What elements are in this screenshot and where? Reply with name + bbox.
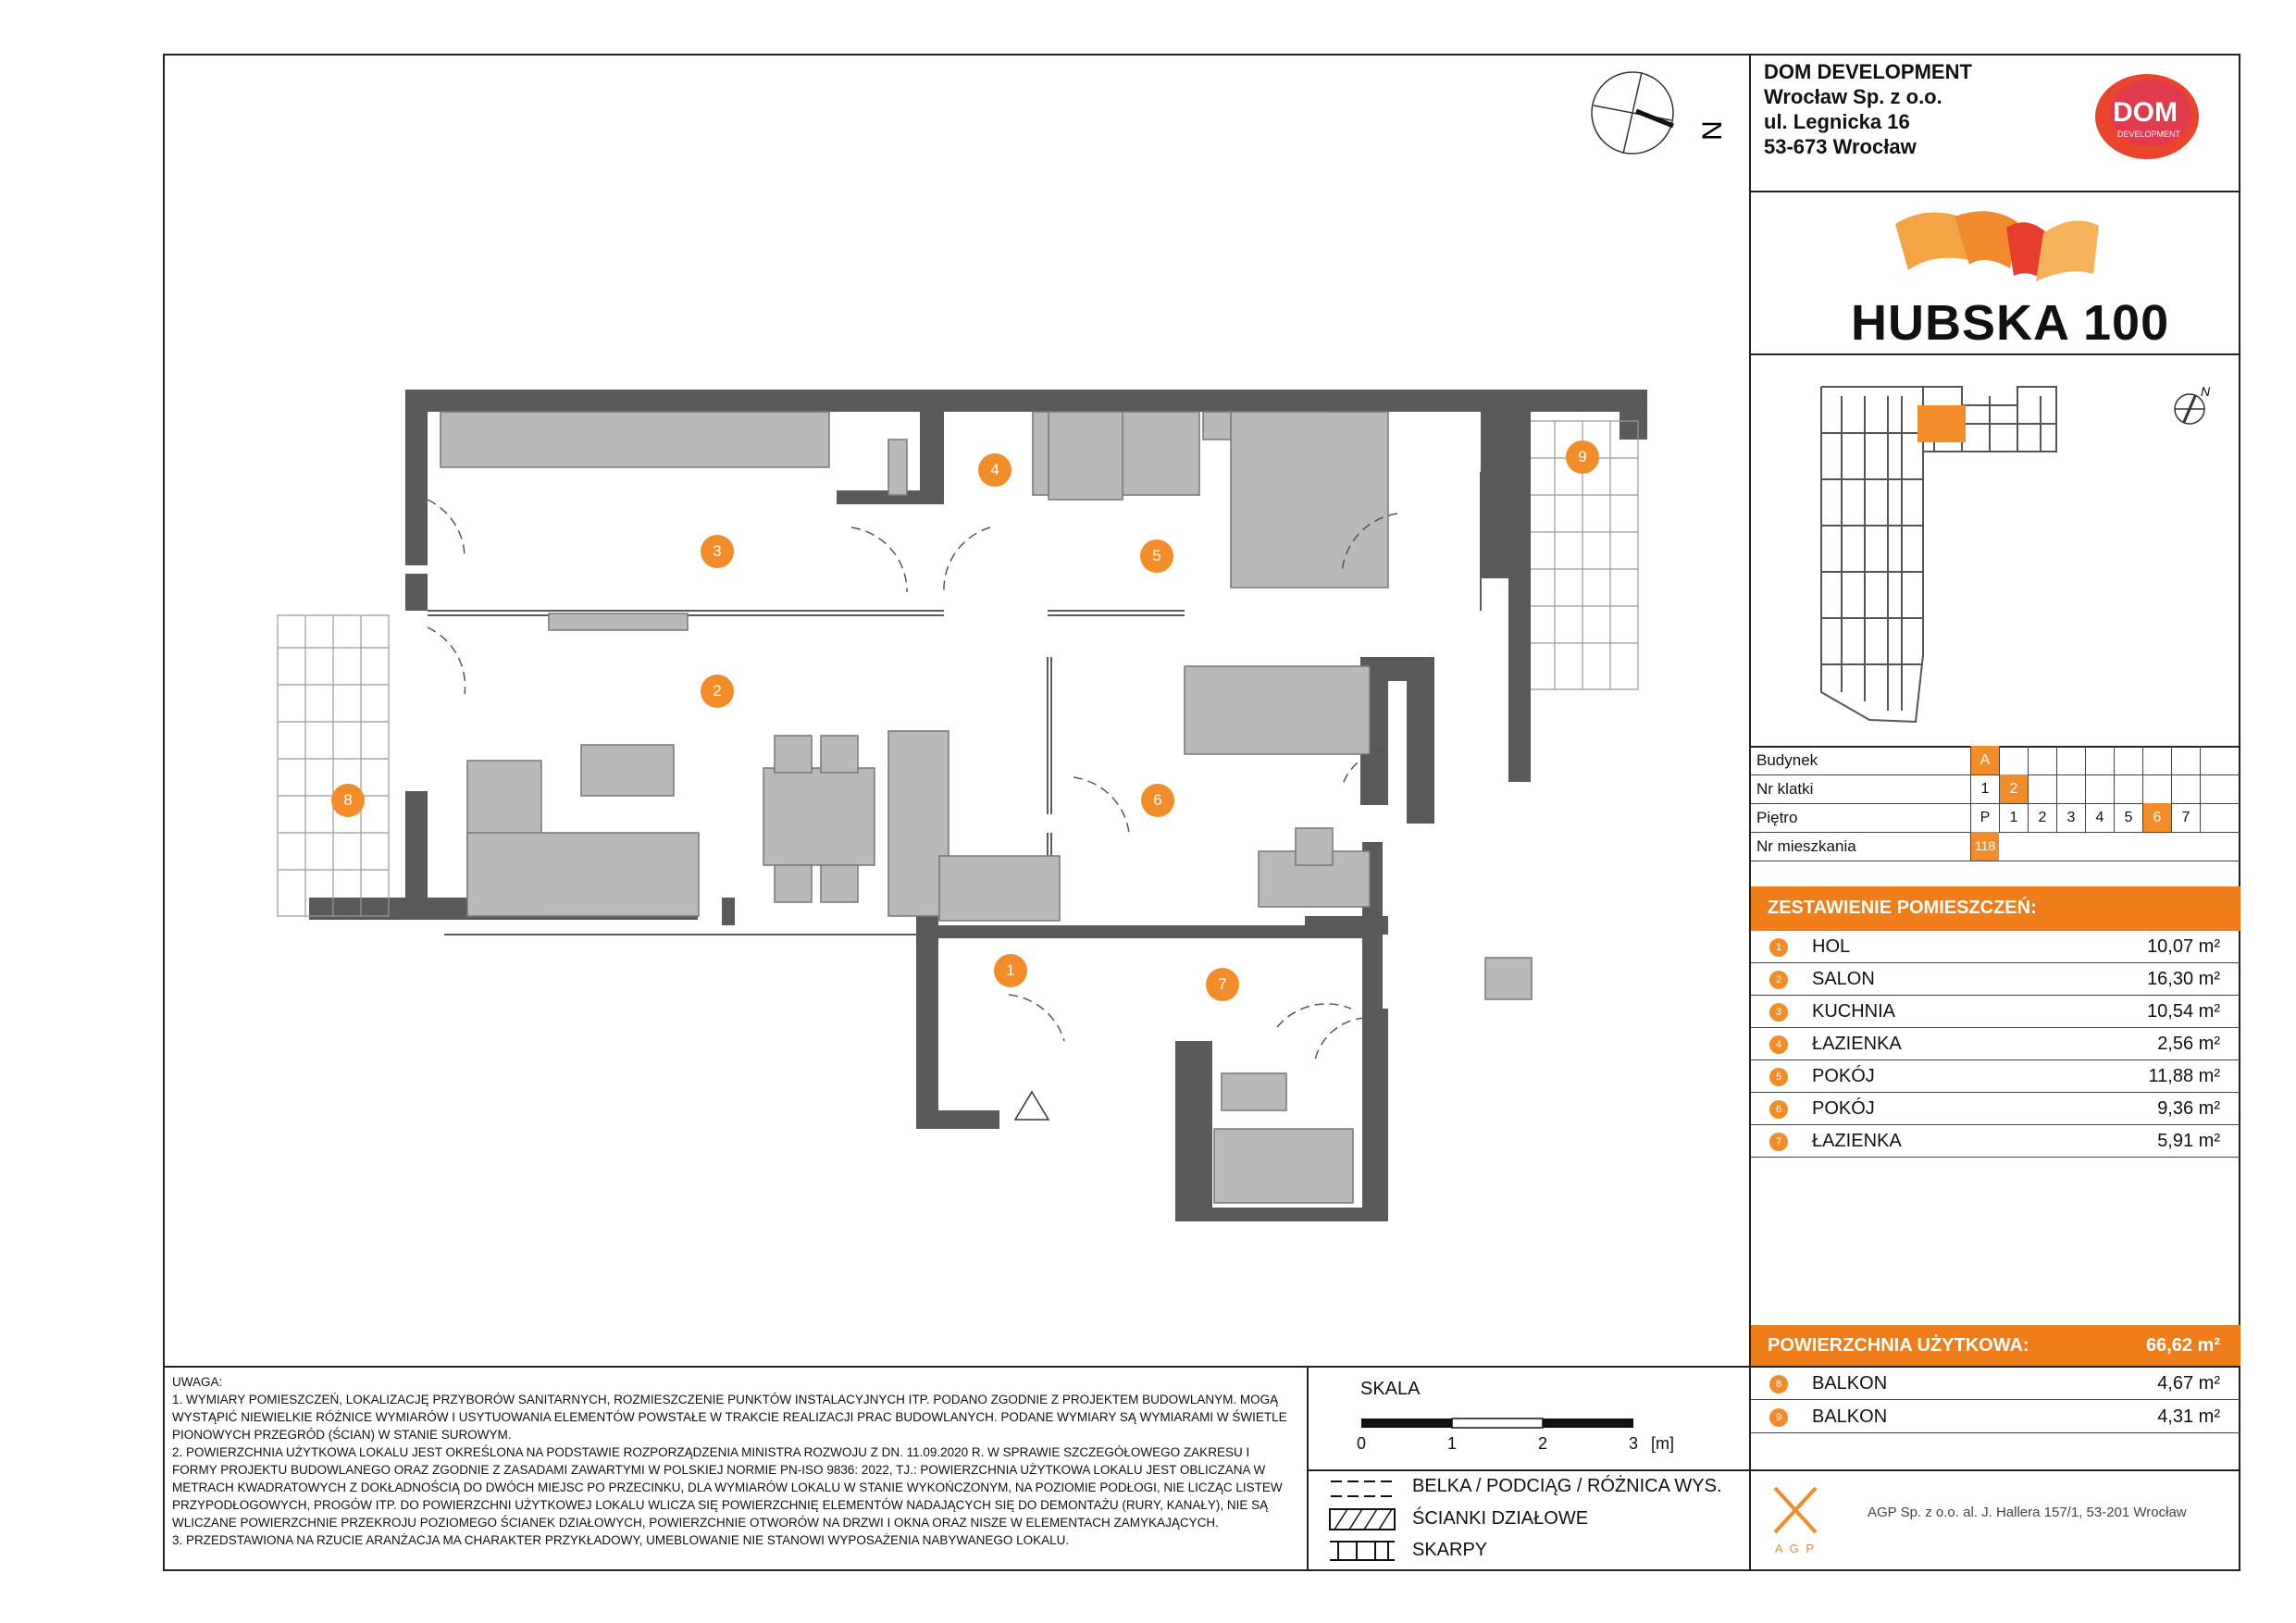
- company-name: DOM DEVELOPMENT: [1764, 60, 1972, 83]
- room-row: [1751, 996, 2240, 1028]
- row-pietro: [1751, 803, 2240, 833]
- room-number-badge: 9: [1769, 1408, 1788, 1427]
- project-title: HUBSKA 100: [1851, 295, 2170, 351]
- cell-pietro-2: 2: [2028, 803, 2056, 832]
- note-item: 1. WYMIARY POMIESZCZEŃ, LOKALIZACJĘ PRZYBORÓW SANITARNYCH, ROZMIESZCZENIE PUNKTÓW INSTALACYJNYCH ITP. PODANO ZGODNIE Z PROJEKTEM BUDOWLANYM. MOGĄ WYSTĄPIĆ NIEWIELKIE RÓŻNICE WYMIARÓW I USYTUOWANIA ELEMENTÓW POWSTAŁE W TRAKCIE REALIZACJI PRAC BUDOWLANYCH. PODANE WYMIARY SĄ WYMIARAMI W ŚWIETLE PIONOWYCH PRZEGRÓD (ŚCIAN) W STANIE SUROWYM.: [172, 1393, 1287, 1442]
- cell-pietro-p: P: [1970, 803, 1999, 832]
- svg-text:N: N: [1697, 120, 1728, 141]
- hatched-box-icon: [1329, 1508, 1396, 1530]
- room-number-badge: 4: [1769, 1035, 1788, 1054]
- room-marker-9: 9: [1566, 440, 1599, 474]
- notes-title: UWAGA:: [172, 1375, 223, 1389]
- room-marker-2: 2: [701, 675, 734, 708]
- usable-area-label: POWIERZCHNIA UŻYTKOWA:: [1768, 1335, 2029, 1356]
- cell-empty: [2085, 746, 2114, 774]
- label-budynek: Budynek: [1756, 751, 1818, 769]
- balcony-row: [1751, 1401, 2240, 1433]
- cell-pietro-5: 5: [2114, 803, 2142, 832]
- row-mieszkanie: [1751, 832, 2240, 861]
- cell-mieszkanie-118: 118: [1970, 832, 1999, 861]
- scale-tick: 2: [1538, 1434, 1548, 1453]
- row-budynek: [1751, 746, 2240, 775]
- label-pietro: Piętro: [1756, 809, 1798, 826]
- cell-empty: [2142, 746, 2171, 774]
- room-marker-3: 3: [701, 535, 734, 568]
- divider-line: [1749, 353, 2240, 355]
- cell-empty: [2114, 774, 2142, 803]
- key-plan-compass-icon: [2171, 385, 2212, 426]
- room-area: 11,88 m²: [2148, 1066, 2220, 1086]
- room-area: 4,31 m²: [2157, 1406, 2220, 1427]
- cell-empty: [2200, 803, 2228, 832]
- note-item: 3. PRZEDSTAWIONA NA RZUCIE ARANŻACJA MA CHARAKTER PRZYKŁADOWY, UMEBLOWANIE NIE STANOWI WYPOSAŻENIA NABYWANEGO LOKALU.: [172, 1533, 1070, 1547]
- room-area: 5,91 m²: [2157, 1131, 2220, 1151]
- footer-divider: [1307, 1469, 1749, 1471]
- scale-tick: 0: [1357, 1434, 1367, 1453]
- label-klatka: Nr klatki: [1756, 780, 1814, 798]
- room-number-badge: 7: [1769, 1133, 1788, 1151]
- room-row: [1751, 1060, 2240, 1093]
- room-number-badge: 3: [1769, 1003, 1788, 1022]
- dom-development-logo: [2091, 70, 2204, 163]
- scale-tick: 1: [1447, 1434, 1458, 1453]
- floor-plan: [259, 379, 1666, 1221]
- room-name: BALKON: [1812, 1406, 1888, 1427]
- notes-block: [172, 1373, 1297, 1549]
- cell-empty: [2056, 746, 2085, 774]
- svg-text:N: N: [2201, 385, 2211, 399]
- legend-label: SKARPY: [1412, 1540, 1488, 1560]
- divider-line: [1749, 191, 2240, 192]
- rooms-header: [1751, 886, 2240, 931]
- cell-budynek-a: A: [1970, 746, 1999, 774]
- room-number-badge: 5: [1769, 1068, 1788, 1086]
- room-name: SALON: [1812, 969, 1875, 989]
- company-legal: Wrocław Sp. z o.o.: [1764, 85, 1942, 108]
- cell-empty: [2142, 774, 2171, 803]
- row-klatka: [1751, 774, 2240, 804]
- room-number-badge: 2: [1769, 971, 1788, 989]
- room-marker-4: 4: [978, 453, 1011, 487]
- room-area: 2,56 m²: [2157, 1034, 2220, 1054]
- footer-divider: [1749, 1469, 2240, 1471]
- cell-empty: [2200, 774, 2228, 803]
- svg-text:A G P: A G P: [1775, 1542, 1816, 1555]
- scale-title: SKALA: [1360, 1379, 1421, 1399]
- cell-pietro-1: 1: [1999, 803, 2028, 832]
- room-marker-7: 7: [1206, 968, 1239, 1001]
- room-marker-8: 8: [331, 784, 365, 817]
- balcony-row: [1751, 1368, 2240, 1400]
- cell-empty: [1999, 746, 2028, 774]
- room-row: [1751, 931, 2240, 963]
- building-key-plan: [1814, 378, 2073, 725]
- logo-subtext: DEVELOPMENT: [2116, 130, 2181, 139]
- room-row: [1751, 1125, 2240, 1158]
- room-marker-5: 5: [1140, 539, 1173, 573]
- cell-empty: [2028, 774, 2056, 803]
- room-name: ŁAZIENKA: [1812, 1034, 1902, 1054]
- legend-label: ŚCIANKI DZIAŁOWE: [1412, 1508, 1589, 1529]
- usable-area-value: 66,62 m²: [2145, 1335, 2220, 1356]
- room-marker-1: 1: [994, 954, 1027, 987]
- room-area: 4,67 m²: [2157, 1373, 2220, 1394]
- room-name: ŁAZIENKA: [1812, 1131, 1902, 1151]
- cell-empty: [2028, 746, 2056, 774]
- film-strip-logo: [1888, 196, 2110, 289]
- room-name: BALKON: [1812, 1373, 1888, 1394]
- legend-label: BELKA / PODCIĄG / RÓŻNICA WYS.: [1412, 1476, 1722, 1496]
- agp-logo: [1769, 1484, 1821, 1558]
- cell-klatka-2: 2: [1999, 774, 2028, 803]
- usable-area-bar: [1751, 1325, 2240, 1366]
- cell-empty: [2171, 774, 2200, 803]
- dashed-lines-icon: [1329, 1479, 1396, 1499]
- room-name: HOL: [1812, 936, 1851, 957]
- scale-bar: [1360, 1418, 1638, 1431]
- room-area: 9,36 m²: [2157, 1098, 2220, 1119]
- room-number-badge: 1: [1769, 938, 1788, 957]
- cell-empty: [2200, 746, 2228, 774]
- cell-klatka-1: 1: [1970, 774, 1999, 803]
- architect-address: AGP Sp. z o.o. al. J. Hallera 157/1, 53-201 Wrocław: [1868, 1505, 2187, 1520]
- company-street: ul. Legnicka 16: [1764, 110, 1910, 133]
- rooms-header-text: ZESTAWIENIE POMIESZCZEŃ:: [1768, 898, 2037, 918]
- compass-icon: [1590, 68, 1729, 161]
- room-marker-6: 6: [1141, 784, 1174, 817]
- room-name: POKÓJ: [1812, 1066, 1875, 1086]
- cell-empty: [2171, 746, 2200, 774]
- room-name: POKÓJ: [1812, 1098, 1875, 1119]
- room-area: 16,30 m²: [2147, 969, 2220, 989]
- cell-empty: [2085, 774, 2114, 803]
- scale-tick: 3: [1629, 1434, 1639, 1453]
- room-number-badge: 8: [1769, 1375, 1788, 1394]
- label-mieszkanie: Nr mieszkania: [1756, 837, 1856, 855]
- room-name: KUCHNIA: [1812, 1001, 1896, 1022]
- footer-divider: [1307, 1366, 1309, 1571]
- room-area: 10,07 m²: [2147, 936, 2220, 957]
- room-number-badge: 6: [1769, 1100, 1788, 1119]
- room-area: 10,54 m²: [2147, 1001, 2220, 1022]
- window-sill-icon: [1329, 1540, 1396, 1562]
- cell-pietro-7: 7: [2171, 803, 2200, 832]
- scale-unit: [m]: [1651, 1434, 1674, 1453]
- room-row: [1751, 1028, 2240, 1060]
- cell-empty: [2056, 774, 2085, 803]
- logo-text: DOM: [2113, 97, 2178, 128]
- room-row: [1751, 963, 2240, 996]
- room-row: [1751, 1093, 2240, 1125]
- cell-pietro-6: 6: [2142, 803, 2171, 832]
- note-item: 2. POWIERZCHNIA UŻYTKOWA LOKALU JEST OKREŚLONA NA PODSTAWIE ROZPORZĄDZENIA MINISTRA ROZWOJU Z DN. 11.09.2020 R. W SPRAWIE SZCZEGÓŁOWEGO ZAKRESU I FORMY PROJEKTU BUDOWLANEGO ORAZ ZGODNIE Z ZASADAMI ZAWARTYMI W POLSKIEJ NORMIE PN-ISO 9836: 2022, TJ.: POWIERZCHNIA UŻYTKOWA LOKALU JEST OBLICZANA W METRACH KWADRATOWYCH Z DOKŁADNOŚCIĄ DO DWÓCH MIEJSC PO PRZECINKU, DLA WYMIARÓW LOKALU W STANIE WYKOŃCZONYM, NA POZIOMIE PODŁOGI, NIE LICZĄC LISTEW PRZYPODŁOGOWYCH, PROGÓW ITP. DO POWIERZCHNI UŻYTKOWEJ LOKALU WLICZA SIĘ POWIERZCHNIĘ ELEMENTÓW NADAJĄCYCH SIĘ DO DEMONTAŻU (RURY, KANAŁY), NIE SĄ WLICZANE POWIERZCHNIE PRZEKROJU POZIOMEGO ŚCIANEK DZIAŁOWYCH, POWIERZCHNIE OTWORÓW NA DRZWI I OKNA ORAZ NISZE W ELEMENTACH ZAMYKAJĄCYCH.: [172, 1445, 1283, 1530]
- company-city: 53-673 Wrocław: [1764, 135, 1917, 158]
- cell-empty: [2114, 746, 2142, 774]
- cell-pietro-4: 4: [2085, 803, 2114, 832]
- cell-pietro-3: 3: [2056, 803, 2085, 832]
